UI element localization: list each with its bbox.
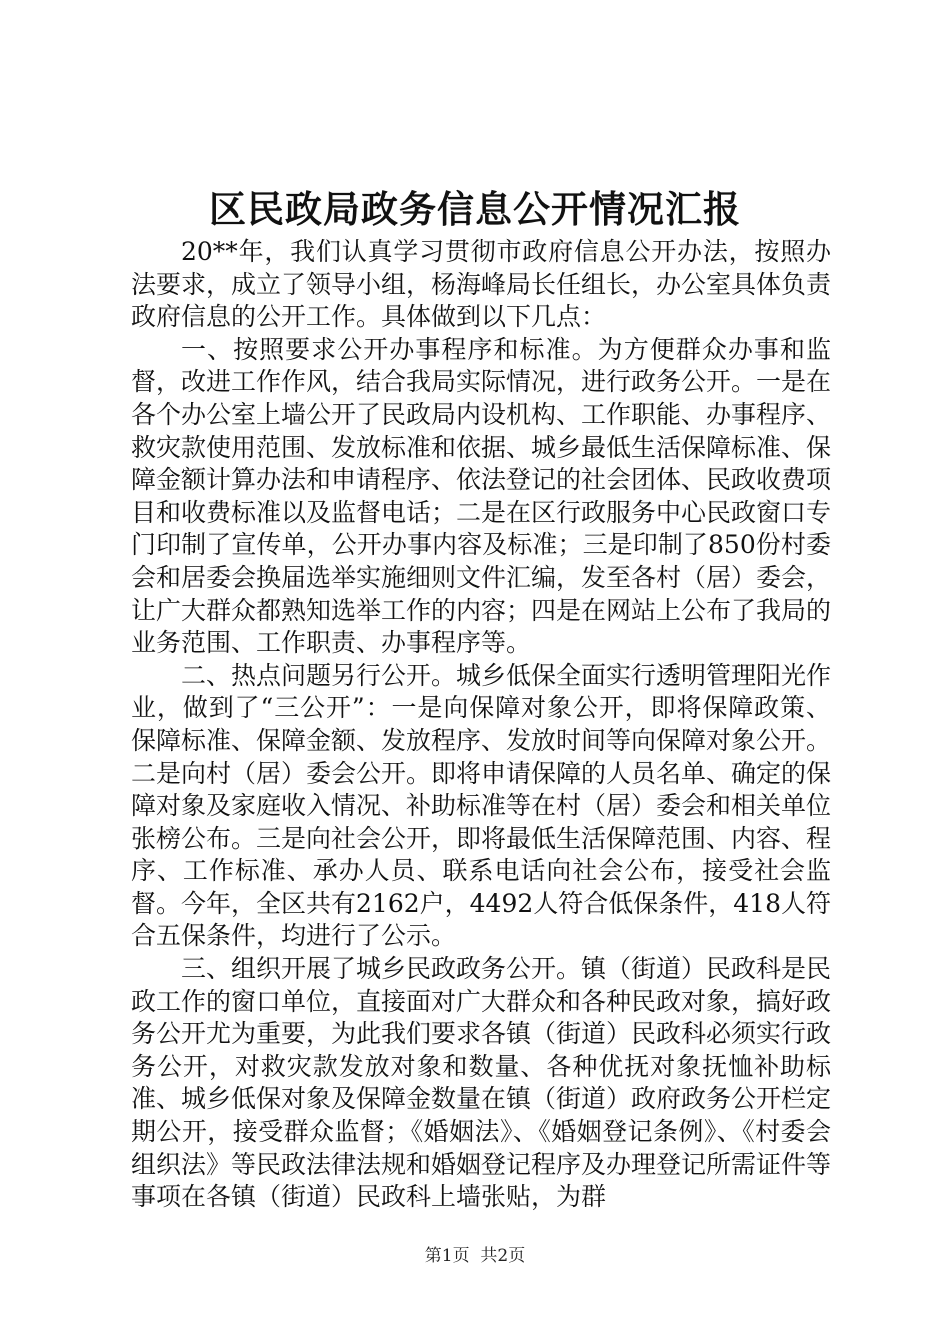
page-total: 共2页	[480, 1246, 526, 1266]
page-footer	[0, 1244, 950, 1268]
document-body	[131, 236, 831, 1214]
page-number: 第1页	[424, 1246, 470, 1266]
paragraph-section-1: 一、按照要求公开办事程序和标准。为方便群众办事和监督，改进工作作风，结合我局实际情况，进行政务公开。一是在各个办公室上墙公开了民政局内设机构、工作职能、办事程序、救灾款使用范围、发放标准和依据、城乡最低生活保障标准、保障金额计算办法和申请程序、依法登记的社会团体、民政收费项目和收费标准以及监督电话；二是在区行政服务中心民政窗口专门印制了宣传单，公开办事内容及标准；三是印制了850份村委会和居委会换届选举实施细则文件汇编，发至各村（居）委会，让广大群众都熟知选举工作的内容；四是在网站上公布了我局的业务范围、工作职责、办事程序等。	[131, 334, 832, 658]
paragraph-section-2: 二、热点问题另行公开。城乡低保全面实行透明管理阳光作业，做到了“三公开”：一是向保障对象公开，即将保障政策、保障标准、保障金额、发放程序、发放时间等向保障对象公开。二是向村（居）委会公开。即将申请保障的人员名单、确定的保障对象及家庭收入情况、补助标准等在村（居）委会和相关单位张榜公布。三是向社会公开，即将最低生活保障范围、内容、程序、工作标准、承办人员、联系电话向社会公布，接受社会监督。今年，全区共有2162户，4492人符合低保条件，418人符合五保条件，均进行了公示。	[131, 660, 832, 951]
paragraph-intro: 20**年，我们认真学习贯彻市政府信息公开办法，按照办法要求，成立了领导小组，杨海峰局长任组长，办公室具体负责政府信息的公开工作。具体做到以下几点：	[131, 237, 832, 332]
document-title: 区民政局政务信息公开情况汇报	[209, 187, 741, 231]
paragraph-section-3: 三、组织开展了城乡民政政务公开。镇（街道）民政科是民政工作的窗口单位，直接面对广大群众和各种民政对象，搞好政务公开尤为重要，为此我们要求各镇（街道）民政科必须实行政务公开，对救灾款发放对象和数量、各种优抚对象抚恤补助标准、城乡低保对象及保障金数量在镇（街道）政府政务公开栏定期公开，接受群众监督；《婚姻法》、《婚姻登记条例》、《村委会组织法》等民政法律法规和婚姻登记程序及办理登记所需证件等事项在各镇（街道）民政科上墙张贴，为群	[131, 954, 832, 1212]
footer-separator	[470, 1246, 481, 1266]
